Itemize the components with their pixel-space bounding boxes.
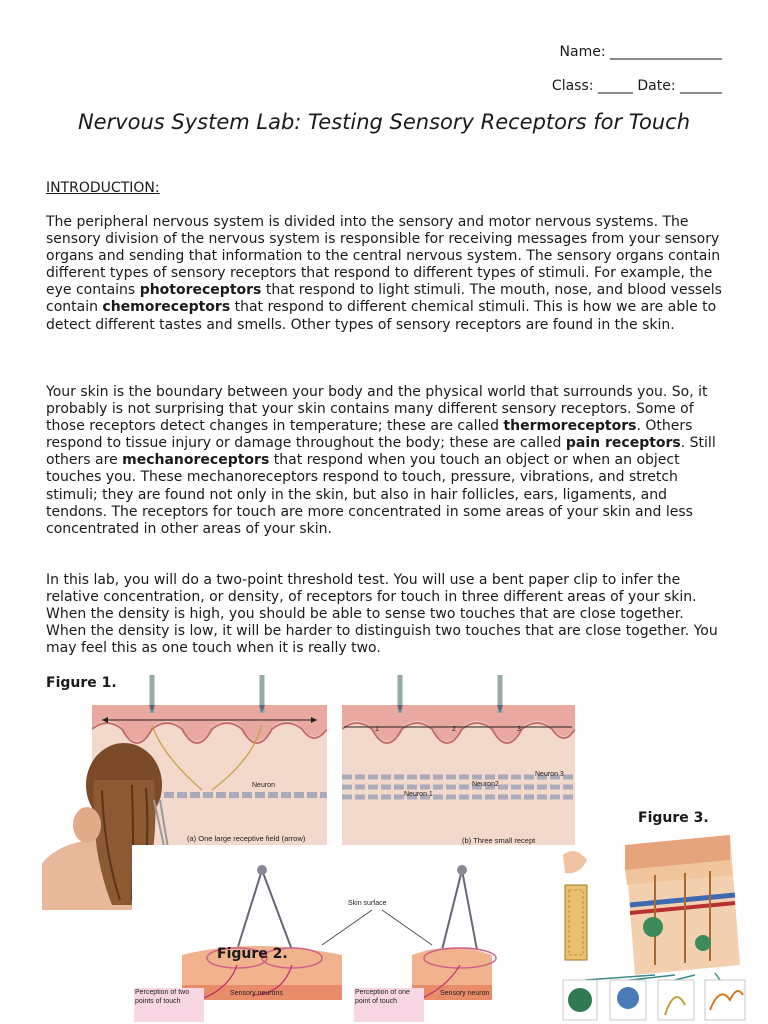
name-field-label: Name: ________________ bbox=[559, 44, 722, 60]
term-photoreceptors: photoreceptors bbox=[139, 282, 262, 299]
page-title: Nervous System Lab: Testing Sensory Receptors for Touch bbox=[77, 110, 691, 134]
fig2-perception-one-label: Perception of one point of touch bbox=[355, 989, 410, 1005]
p2-text-2: . Others respond to tissue injury or damage throughout the body; these are called bbox=[46, 418, 693, 452]
figure-2-diagram bbox=[132, 845, 532, 1024]
figure-1b-diagram bbox=[342, 665, 575, 855]
p1-text-2: that respond to light stimuli. The mouth, nose, and blood vessels contain bbox=[46, 282, 722, 316]
fig1b-field-2: 2 bbox=[452, 726, 456, 733]
fig2-sensory-neurons-label: Sensory neurons bbox=[230, 990, 283, 997]
fig2-skin-surface-label: Skin surface bbox=[348, 900, 387, 907]
term-mechanoreceptors: mechanoreceptors bbox=[122, 452, 270, 469]
fig1a-neuron-label: Neuron bbox=[252, 782, 275, 789]
fig1b-neuron-3-label: Neuron 3 bbox=[535, 771, 564, 778]
fig1b-caption-1: (b) Three small recept bbox=[462, 836, 536, 845]
fig1a-caption: (a) One large receptive field (arrow) bbox=[187, 834, 306, 843]
figure-3-diagram bbox=[555, 835, 768, 1024]
figure-1-label: Figure 1. bbox=[46, 675, 117, 691]
paragraph-3: In this lab, you will do a two-point threshold test. You will use a bent paper clip to infer the relative concentration, or density, of receptors for touch in three different areas of your skin. When the density is high, you should be able to sense two touches that are close together. When the density is low, it will be harder to distinguish two touches that are close together. You may feel this as one touch when it is really two. bbox=[46, 572, 718, 657]
figure-2-label: Figure 2. bbox=[217, 946, 288, 962]
term-pain-receptors: pain receptors bbox=[565, 435, 681, 452]
class-date-field-label: Class: _____ Date: ______ bbox=[551, 78, 722, 94]
p1-text-3: that respond to different chemical stimuli. This is how we are able to detect different tastes and smells. Other types of sensory receptors are found in the skin. bbox=[46, 299, 717, 333]
paragraph-1 bbox=[46, 214, 724, 334]
p2-text-4: that respond when you touch an object or when an object touches you. These mechanoreceptors respond to touch, pressure, vibrations, and stretch stimuli; they are found not only in the skin, but also in hair follicles, ears, ligaments, and tendons. The receptors for touch are more concentrated in some areas of your skin and less concentrated in other areas of your skin. bbox=[46, 452, 693, 537]
p2-text-3: . Still others are bbox=[46, 435, 716, 469]
term-chemoreceptors: chemoreceptors bbox=[102, 299, 231, 316]
term-thermoreceptors: thermoreceptors bbox=[503, 418, 637, 435]
fig2-perception-two-label: Perception of two points of touch bbox=[135, 989, 190, 1005]
fig1b-neuron-2-label: Neuron2 bbox=[472, 781, 499, 788]
p2-text-1: Your skin is the boundary between your body and the physical world that surrounds you. So, it probably is not surprising that your skin contains many different sensory receptors. Some of those receptors detect changes in temperature; these are called bbox=[46, 384, 708, 435]
intro-heading: INTRODUCTION: bbox=[46, 180, 160, 196]
p1-text-1: The peripheral nervous system is divided into the sensory and motor nervous systems. The sensory division of the nervous system is responsible for receiving messages from your sensory organs and sending that information to the central nervous system. The sensory organs contain different types of sensory receptors that respond to different types of stimuli. For example, the eye contains bbox=[46, 214, 721, 299]
figure-3-label: Figure 3. bbox=[638, 810, 709, 826]
paragraph-2 bbox=[46, 384, 724, 538]
fig1b-neuron-1-label: Neuron 1 bbox=[404, 791, 433, 798]
fig1b-field-3: 3 bbox=[517, 726, 521, 733]
fig1b-field-1: 1 bbox=[375, 726, 379, 733]
fig2-sensory-neuron-label: Sensory neuron bbox=[440, 990, 490, 997]
